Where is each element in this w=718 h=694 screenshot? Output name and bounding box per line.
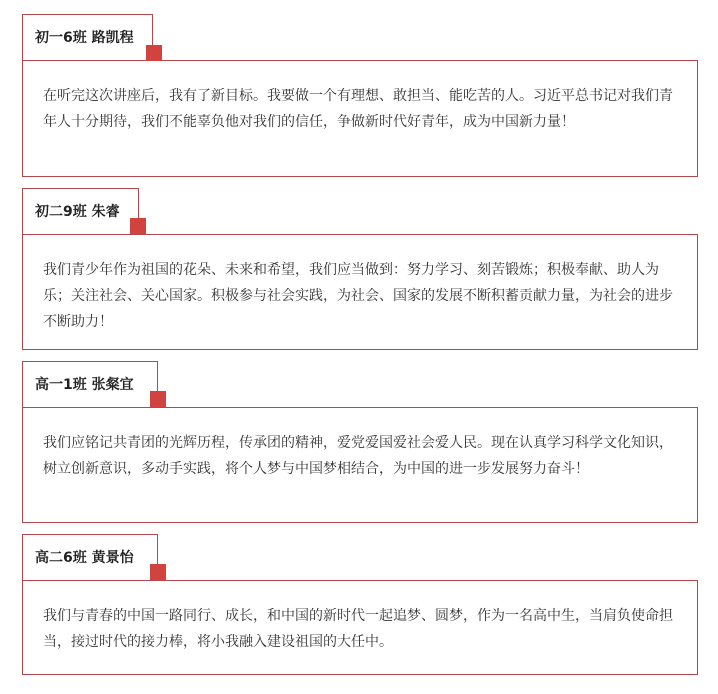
heading-accent-square-4 — [150, 564, 166, 580]
entry-text-3: 我们应铭记共青团的光辉历程，传承团的精神，爱党爱国爱社会爱人民。现在认真学习科学文化知识，树立创新意识，多动手实践，将个人梦与中国梦相结合，为中国的进一步发展努力奋斗！ — [22, 407, 698, 523]
entry-heading-3: 高一1班 张粲宜 — [22, 361, 158, 407]
entry-text-4: 我们与青春的中国一路同行、成长，和中国的新时代一起追梦、圆梦，作为一名高中生，当肩负使命担当，接过时代的接力棒，将小我融入建设祖国的大任中。 — [22, 580, 698, 675]
entry-heading-2: 初二9班 朱睿 — [22, 188, 139, 234]
entry-heading-1: 初一6班 路凯程 — [22, 14, 153, 60]
heading-accent-square-1 — [146, 45, 162, 61]
heading-accent-square-2 — [130, 218, 146, 234]
entry-text-1: 在听完这次讲座后，我有了新目标。我要做一个有理想、敢担当、能吃苦的人。习近平总书记对我们青年人十分期待，我们不能辜负他对我们的信任，争做新时代好青年，成为中国新力量！ — [22, 60, 698, 177]
heading-accent-square-3 — [150, 391, 166, 407]
entry-heading-4: 高二6班 黄景怡 — [22, 534, 158, 580]
entry-text-2: 我们青少年作为祖国的花朵、未来和希望，我们应当做到：努力学习、刻苦锻炼；积极奉献、助人为乐；关注社会、关心国家。积极参与社会实践，为社会、国家的发展不断积蓄贡献力量，为社会的进步不断助力！ — [22, 234, 698, 350]
